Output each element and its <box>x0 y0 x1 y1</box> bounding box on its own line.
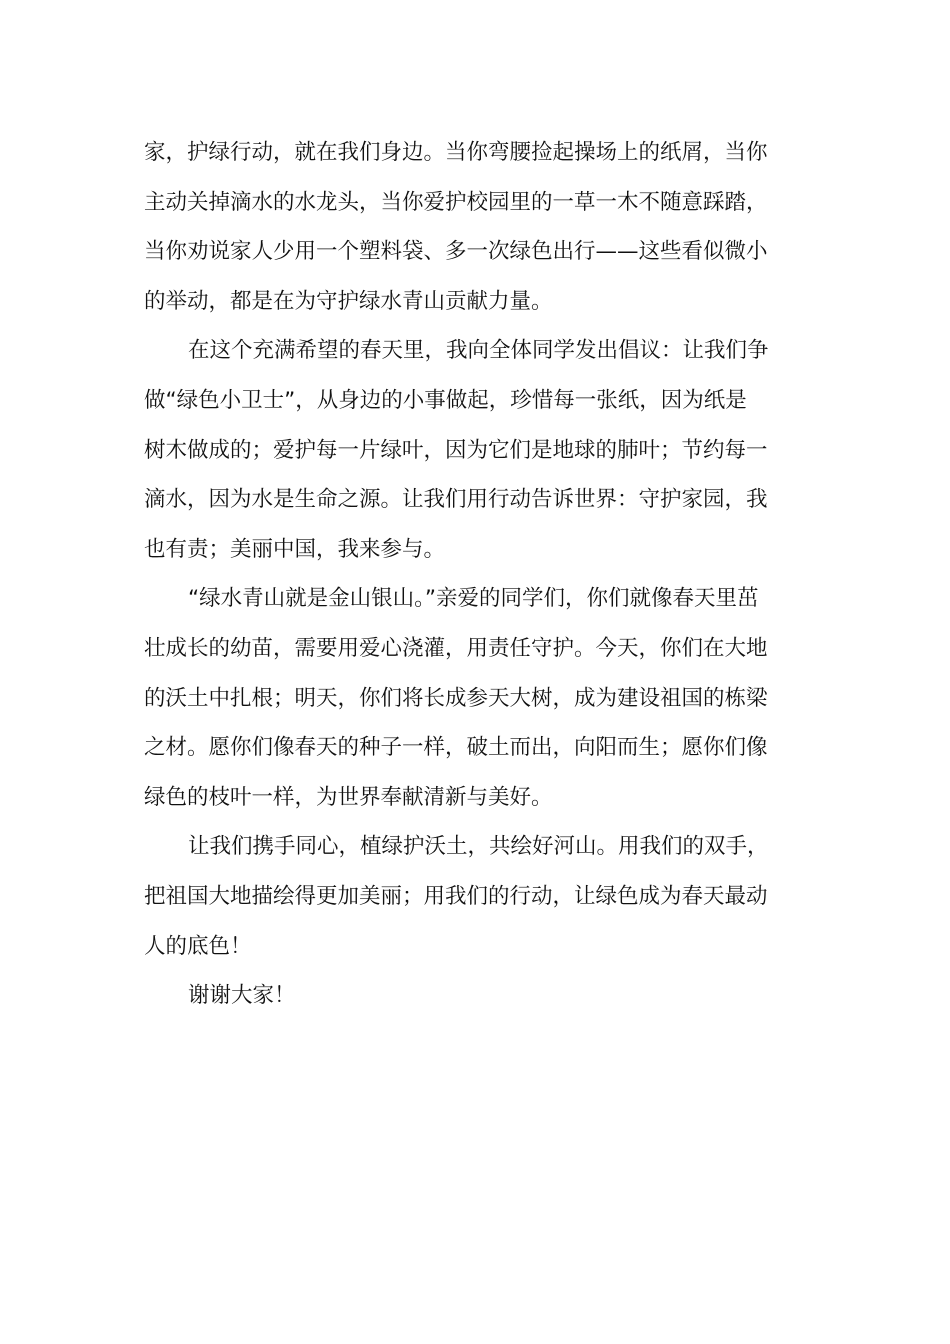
document-body <box>144 128 808 1021</box>
text-line: 家，护绿行动，就在我们身边。当你弯腰捡起操场上的纸屑，当你 <box>144 140 768 165</box>
text-line: 的举动，都是在为守护绿水青山贡献力量。 <box>144 288 553 314</box>
text-line: 让我们携手同心，植绿护沃土，共绘好河山。用我们的双手， <box>188 834 769 860</box>
text-line: 主动关掉滴水的水龙头，当你爱护校园里的一草一木不随意踩踏， <box>144 189 768 215</box>
text-line: 之材。愿你们像春天的种子一样，破土而出，向阳而生；愿你们像 <box>144 735 768 761</box>
paragraph-1 <box>144 128 808 326</box>
text-line: 人的底色！ <box>144 933 252 959</box>
text-line: 壮成长的幼苗，需要用爱心浇灌，用责任守护。今天，你们在大地 <box>144 635 768 661</box>
text-line: 当你劝说家人少用一个塑料袋、多一次绿色出行——这些看似微小 <box>144 239 768 265</box>
text-line: 滴水，因为水是生命之源。让我们用行动告诉世界：守护家园，我 <box>144 487 768 513</box>
text-line: 也有责；美丽中国，我来参与。 <box>144 536 446 562</box>
paragraph-2 <box>144 326 808 574</box>
text-line: 把祖国大地描绘得更加美丽；用我们的行动，让绿色成为春天最动 <box>144 883 768 909</box>
text-line: 在这个充满希望的春天里，我向全体同学发出倡议：让我们争 <box>188 338 769 364</box>
text-line: “绿水青山就是金山银山。”亲爱的同学们，你们就像春天里茁 <box>188 586 759 612</box>
text-line: 树木做成的；爱护每一片绿叶，因为它们是地球的肺叶；节约每一 <box>144 437 768 463</box>
paragraph-3 <box>144 574 808 822</box>
text-line: 的沃土中扎根；明天，你们将长成参天大树，成为建设祖国的栋梁 <box>144 685 768 711</box>
text-line: 谢谢大家！ <box>188 983 296 1009</box>
paragraph-5 <box>144 971 808 1021</box>
text-line: 做“绿色小卫士”，从身边的小事做起，珍惜每一张纸，因为纸是 <box>144 387 747 413</box>
text-line: 绿色的枝叶一样，为世界奉献清新与美好。 <box>144 784 553 810</box>
paragraph-4 <box>144 822 808 971</box>
